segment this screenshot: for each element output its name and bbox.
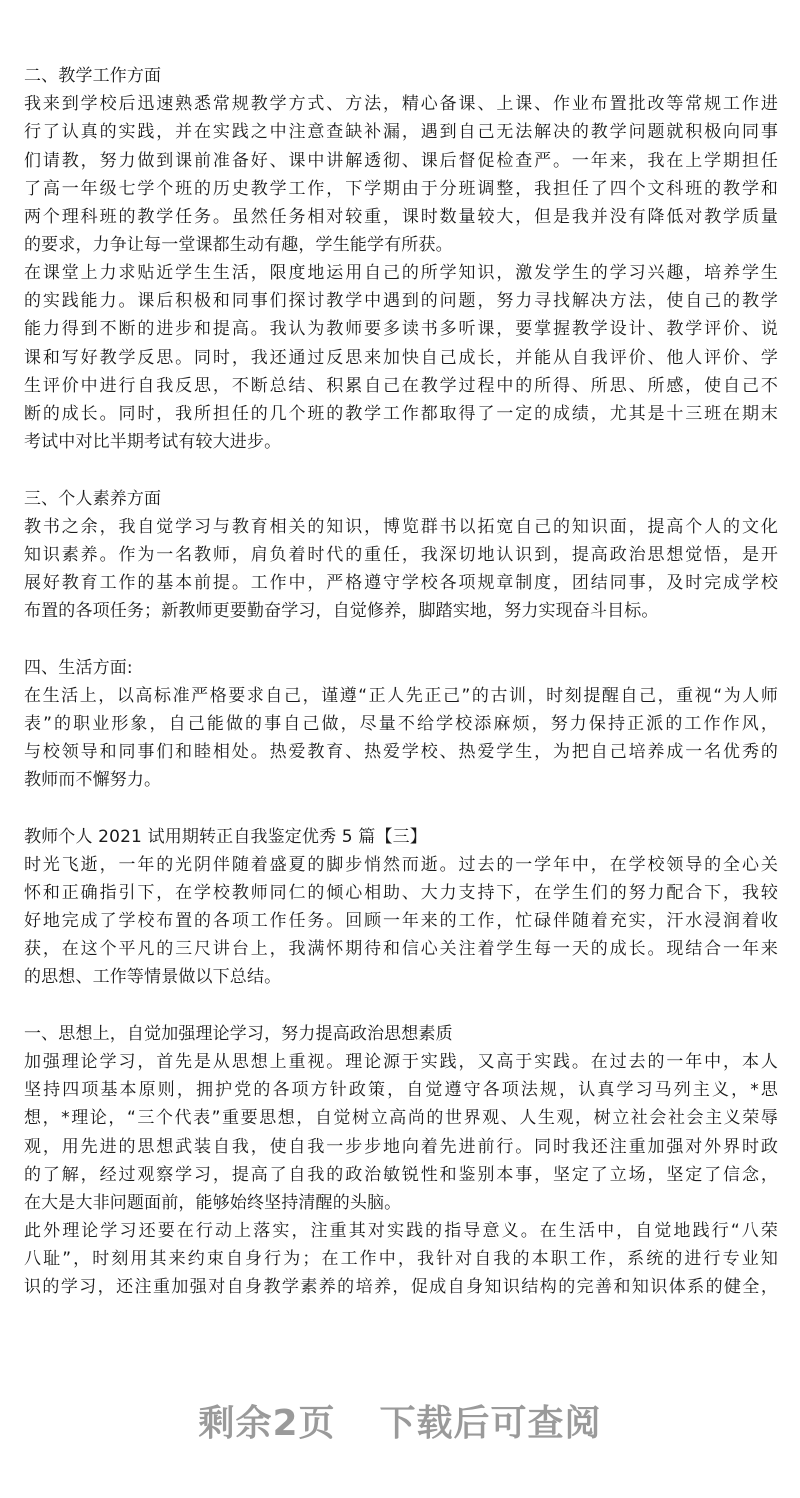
text-line: 在生活上，以高标准严格要求自己，谨遵“正人先正己”的古训，时刻提醒自己，重视“为人师 <box>24 686 778 706</box>
text-line: 时光飞逝，一年的光阴伴随着盛夏的脚步悄然而逝。过去的一学年中，在学校领导的全心关 <box>24 855 778 875</box>
text-line: 的思想、工作等情景做以下总结。 <box>24 967 282 987</box>
text-line: 布置的各项任务；新教师更要勤奋学习，自觉修养，脚踏实地，努力实现奋斗目标。 <box>24 601 659 621</box>
text-line: 行了认真的实践，并在实践之中注意查缺补漏，遇到自己无法解决的教学问题就积极向同事 <box>24 122 778 142</box>
text-line: 观，用先进的思想武装自我，使自我一步步地向着先进前行。同时我还注重加强对外界时政 <box>24 1137 778 1157</box>
text-line: 展好教育工作的基本前提。工作中，严格遵守学校各项规章制度，团结同事，及时完成学校 <box>24 573 778 593</box>
text-line: 的实践能力。课后积极和同事们探讨教学中遇到的问题，努力寻找解决方法，使自己的教学 <box>24 291 778 311</box>
text-line: 八耻”，时刻用其来约束自身行为；在工作中，我针对自我的本职工作，系统的进行专业知 <box>24 1249 778 1269</box>
text-line: 能力得到不断的进步和提高。我认为教师要多读书多听课，要掌握教学设计、教学评价、说 <box>24 319 778 339</box>
text-line: 坚持四项基本原则，拥护党的各项方针政策，自觉遵守各项法规，认真学习马列主义，*思 <box>24 1080 778 1100</box>
text-line: 识的学习，还注重加强对自身教学素养的培养，促成自身知识结构的完善和知识体系的健全， <box>24 1277 778 1297</box>
text-line: 在课堂上力求贴近学生生活，限度地运用自己的所学知识，激发学生的学习兴趣，培养学生 <box>24 263 778 283</box>
remaining-pages-label: 剩余2页 <box>198 1403 336 1444</box>
text-line: 好地完成了学校布置的各项工作任务。回顾一年来的工作，忙碌伴随着充实，汗水浸润着收 <box>24 911 778 931</box>
text-line: 二、教学工作方面 <box>24 66 162 86</box>
text-line: 课和写好教学反思。同时，我还通过反思来加快自己成长，并能从自我评价、他人评价、学 <box>24 348 778 368</box>
text-line: 两个理科班的教学任务。虽然任务相对较重，课时数量较大，但是我并没有降低对教学质量 <box>24 207 778 227</box>
text-line: 怀和正确指引下，在学校教师同仁的倾心相助、大力支持下，在学生们的努力配合下，我较 <box>24 883 778 903</box>
text-line: 与校领导和同事们和睦相处。热爱教育、热爱学校、热爱学生，为把自己培养成一名优秀的 <box>24 742 778 762</box>
text-line: 教师而不懈努力。 <box>24 770 162 790</box>
text-line: 想，*理论，“三个代表”重要思想，自觉树立高尚的世界观、人生观，树立社会社会主义荣辱 <box>24 1108 778 1128</box>
text-line: 教书之余，我自觉学习与教育相关的知识，博览群书以拓宽自己的知识面，提高个人的文化 <box>24 517 778 537</box>
text-line: 我来到学校后迅速熟悉常规教学方式、方法，精心备课、上课、作业布置批改等常规工作进 <box>24 94 778 114</box>
text-line: 的了解，经过观察学习，提高了自我的政治敏锐性和鉴别本事，坚定了立场，坚定了信念， <box>24 1165 778 1185</box>
text-line: 表”的职业形象，自己能做的事自己做，尽量不给学校添麻烦，努力保持正派的工作作风， <box>24 714 778 734</box>
download-prompt[interactable] <box>0 1395 800 1451</box>
text-line: 生评价中进行自我反思，不断总结、积累自己在教学过程中的所得、所思、所感，使自己不 <box>24 376 778 396</box>
text-line: 考试中对比半期考试有较大进步。 <box>24 432 282 452</box>
text-line: 们请教，努力做到课前准备好、课中讲解透彻、课后督促检查严。一年来，我在上学期担任 <box>24 151 778 171</box>
text-line: 断的成长。同时，我所担任的几个班的教学工作都取得了一定的成绩，尤其是十三班在期末 <box>24 404 778 424</box>
text-line: 获，在这个平凡的三尺讲台上，我满怀期待和信心关注着学生每一天的成长。现结合一年来 <box>24 939 778 959</box>
text-line: 三、个人素养方面 <box>24 489 162 509</box>
text-line: 了高一年级七学个班的历史教学工作，下学期由于分班调整，我担任了四个文科班的教学和 <box>24 179 778 199</box>
text-line: 四、生活方面: <box>24 658 133 678</box>
text-line: 的要求，力争让每一堂课都生动有趣，学生能学有所获。 <box>24 235 453 255</box>
text-line: 加强理论学习，首先是从思想上重视。理论源于实践，又高于实践。在过去的一年中，本人 <box>24 1052 778 1072</box>
text-line: 一、思想上，自觉加强理论学习，努力提高政治思想素质 <box>24 1024 453 1044</box>
text-line: 教师个人 2021 试用期转正自我鉴定优秀 5 篇【三】 <box>24 827 427 847</box>
text-line: 此外理论学习还要在行动上落实，注重其对实践的指导意义。在生活中，自觉地践行“八荣 <box>24 1221 778 1241</box>
download-hint-label: 下载后可查阅 <box>379 1403 602 1444</box>
text-line: 在大是大非问题面前，能够始终坚持清醒的头脑。 <box>24 1193 402 1213</box>
text-line: 知识素养。作为一名教师，肩负着时代的重任，我深切地认识到，提高政治思想觉悟，是开 <box>24 545 778 565</box>
